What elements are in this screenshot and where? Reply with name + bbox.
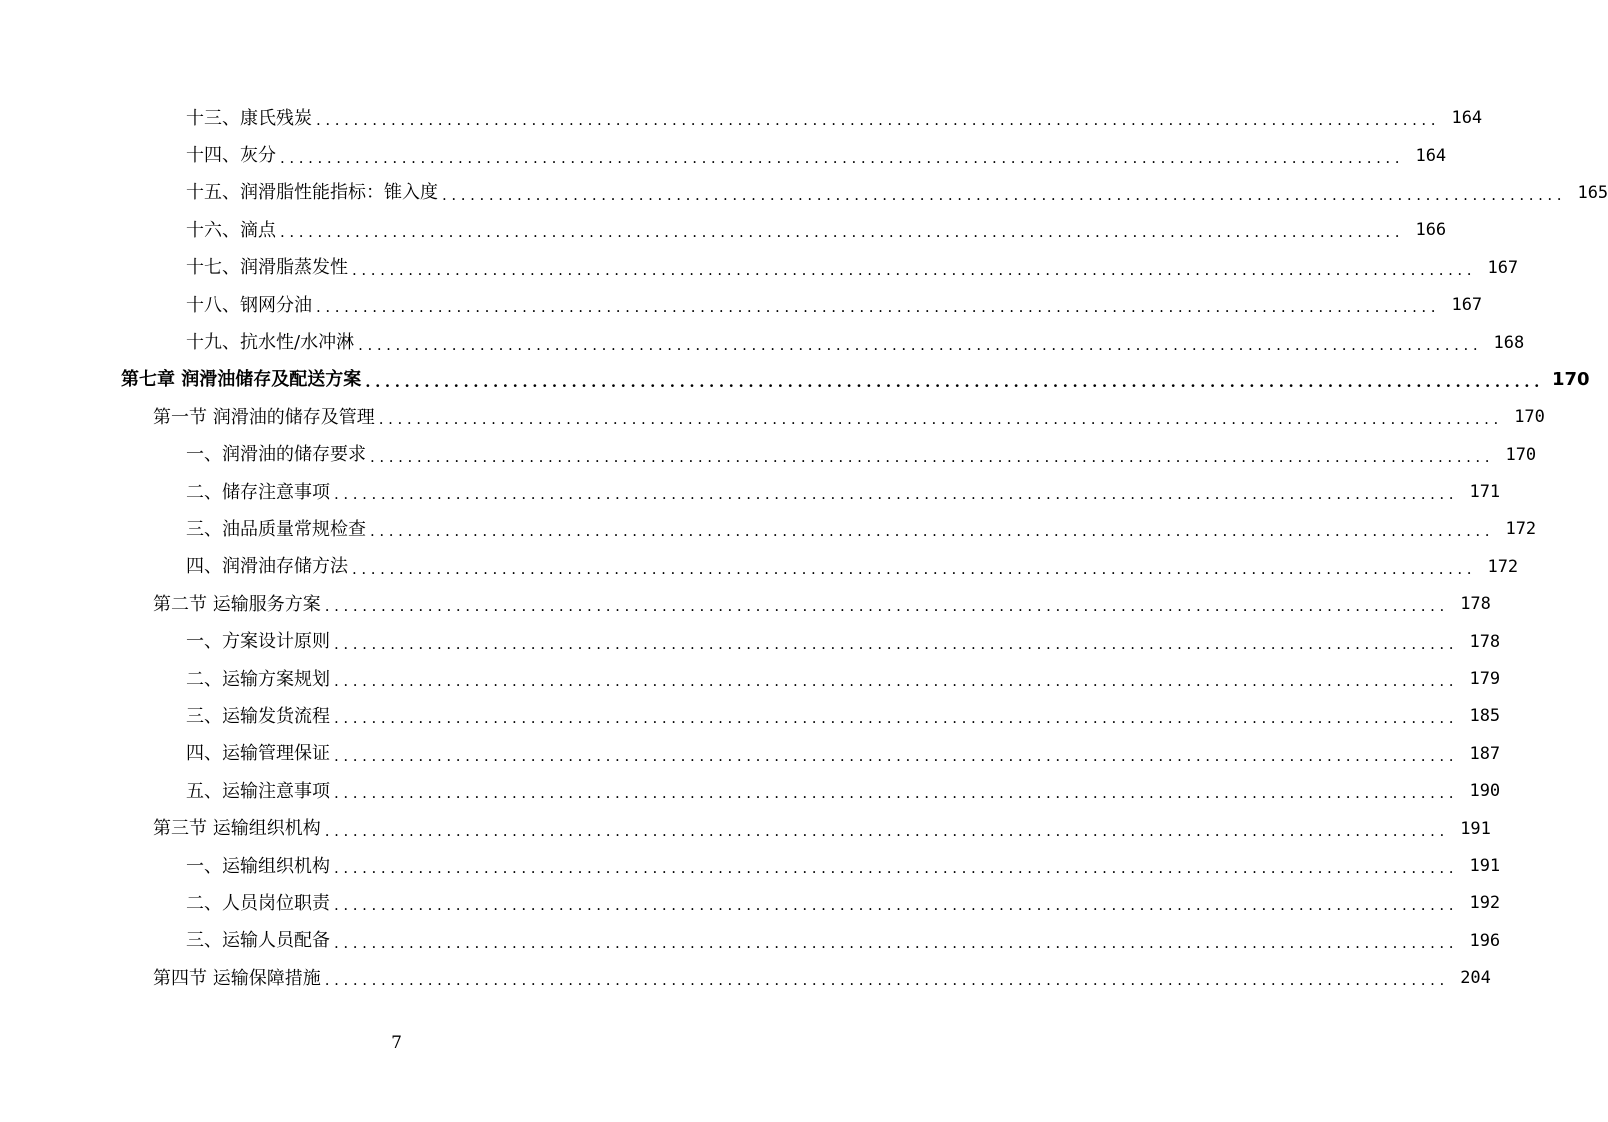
toc-entry[interactable]: [0, 923, 1501, 960]
toc-entry[interactable]: [0, 175, 1608, 212]
dot-leader: ........................................................................................................................: [334, 859, 1459, 877]
dot-leader: ........................................................................................................................: [352, 559, 1477, 578]
toc-entry-page: 164: [1415, 145, 1447, 166]
toc-section-entry[interactable]: [0, 586, 1491, 623]
toc-entry-title: 第一节 润滑油的储存及管理: [153, 406, 375, 428]
dot-leader: ........................................................................................................................: [378, 410, 1503, 429]
dot-leader: ........................................................................................................................: [370, 447, 1495, 466]
toc-entry-title: 第三节 运输组织机构: [153, 818, 321, 840]
dot-leader: ........................................................................................................................: [365, 372, 1544, 391]
toc-entry[interactable]: [0, 736, 1501, 773]
dot-leader: ........................................................................................................................: [324, 597, 1449, 616]
dot-leader: ........................................................................................................................: [324, 821, 1449, 840]
toc-section-entry[interactable]: [0, 810, 1491, 847]
toc-section-entry[interactable]: [0, 960, 1491, 997]
dot-leader: ........................................................................................................................: [280, 223, 1405, 242]
toc-entry[interactable]: [0, 287, 1483, 324]
toc-entry-title: 十七、润滑脂蒸发性: [186, 257, 348, 279]
toc-entry-title: 第七章 润滑油储存及配送方案: [121, 369, 362, 391]
toc-entry-title: 二、人员岗位职责: [186, 892, 330, 914]
toc-entry-page: 178: [1460, 594, 1491, 615]
toc-entry-title: 一、方案设计原则: [186, 631, 330, 653]
dot-leader: ........................................................................................................................: [280, 148, 1405, 167]
toc-entry-page: 192: [1469, 893, 1501, 914]
toc-entry[interactable]: [0, 623, 1501, 660]
toc-entry-page: 170: [1514, 407, 1545, 428]
toc-entry-page: 166: [1415, 220, 1447, 241]
toc-entry[interactable]: [0, 661, 1501, 698]
toc-entry[interactable]: [0, 324, 1525, 361]
dot-leader: ........................................................................................................................: [324, 971, 1449, 990]
toc-entry-page: 164: [1451, 108, 1483, 129]
toc-entry-title: 二、储存注意事项: [186, 481, 330, 503]
toc-entry-page: 172: [1505, 519, 1537, 540]
toc-entry[interactable]: [0, 848, 1501, 885]
toc-entry-title: 十五、润滑脂性能指标：锥入度: [186, 182, 438, 204]
toc-entry-title: 十三、康氏残炭: [186, 107, 312, 129]
dot-leader: ........................................................................................................................: [334, 933, 1459, 952]
dot-leader: ........................................................................................................................: [442, 185, 1567, 204]
toc-entry-page: 204: [1460, 968, 1491, 989]
page-number: 7: [391, 1033, 402, 1053]
toc-entry-title: 四、运输管理保证: [186, 743, 330, 765]
toc-entry-page: 170: [1505, 444, 1537, 465]
toc-entry[interactable]: [0, 698, 1501, 735]
toc-entry[interactable]: [0, 437, 1537, 474]
dot-leader: ........................................................................................................................: [352, 260, 1477, 279]
toc-entry-title: 三、运输发货流程: [186, 705, 330, 727]
toc-entry[interactable]: [0, 511, 1537, 548]
toc-entry-title: 第四节 运输保障措施: [153, 967, 321, 989]
toc-entry-page: 167: [1487, 257, 1519, 278]
toc-entry-title: 十六、滴点: [186, 219, 276, 241]
toc-entry-page: 179: [1469, 669, 1501, 690]
dot-leader: ........................................................................................................................: [316, 111, 1441, 130]
toc-entry[interactable]: [0, 212, 1447, 249]
toc-entry-page: 172: [1487, 556, 1519, 577]
toc-entry-page: 191: [1460, 818, 1491, 839]
toc-entry-title: 四、润滑油存储方法: [186, 556, 348, 578]
table-of-contents: [0, 100, 1608, 997]
toc-entry[interactable]: [0, 474, 1501, 511]
toc-entry-page: 167: [1451, 295, 1483, 316]
dot-leader: ........................................................................................................................: [334, 784, 1459, 803]
dot-leader: ........................................................................................................................: [334, 672, 1459, 691]
toc-entry[interactable]: [0, 885, 1501, 922]
toc-entry[interactable]: [0, 137, 1447, 174]
toc-entry-page: 170: [1551, 369, 1590, 391]
toc-entry-page: 191: [1469, 856, 1501, 876]
toc-section-entry[interactable]: [0, 399, 1545, 436]
toc-entry-title: 三、油品质量常规检查: [186, 518, 366, 540]
dot-leader: ........................................................................................................................: [316, 298, 1441, 317]
toc-entry-page: 190: [1469, 781, 1501, 802]
dot-leader: ........................................................................................................................: [334, 709, 1459, 728]
toc-entry-page: 168: [1493, 332, 1525, 353]
toc-entry-title: 二、运输方案规划: [186, 668, 330, 690]
toc-entry-page: 178: [1469, 631, 1501, 652]
toc-entry-page: 187: [1469, 743, 1501, 764]
dot-leader: ........................................................................................................................: [334, 896, 1459, 915]
toc-entry-title: 五、运输注意事项: [186, 780, 330, 802]
toc-entry-title: 一、润滑油的储存要求: [186, 444, 366, 466]
toc-entry-page: 196: [1469, 930, 1501, 951]
dot-leader: ........................................................................................................................: [358, 335, 1483, 354]
toc-chapter-entry[interactable]: [0, 362, 1590, 399]
toc-entry-page: 171: [1469, 482, 1501, 503]
toc-entry[interactable]: [0, 100, 1483, 137]
toc-entry[interactable]: [0, 773, 1501, 810]
dot-leader: ........................................................................................................................: [334, 746, 1459, 765]
toc-entry-title: 一、运输组织机构: [186, 855, 330, 877]
toc-entry[interactable]: [0, 250, 1519, 287]
dot-leader: ........................................................................................................................: [370, 522, 1495, 541]
toc-entry-page: 165: [1577, 182, 1608, 203]
dot-leader: ........................................................................................................................: [334, 485, 1459, 504]
toc-entry[interactable]: [0, 549, 1519, 586]
toc-entry-title: 三、运输人员配备: [186, 930, 330, 952]
toc-entry-page: 185: [1469, 706, 1501, 727]
toc-entry-title: 第二节 运输服务方案: [153, 593, 321, 615]
dot-leader: ........................................................................................................................: [334, 634, 1459, 653]
toc-entry-title: 十九、抗水性/水冲淋: [186, 332, 355, 354]
toc-entry-title: 十八、钢网分油: [186, 294, 312, 316]
toc-entry-title: 十四、灰分: [186, 145, 276, 167]
